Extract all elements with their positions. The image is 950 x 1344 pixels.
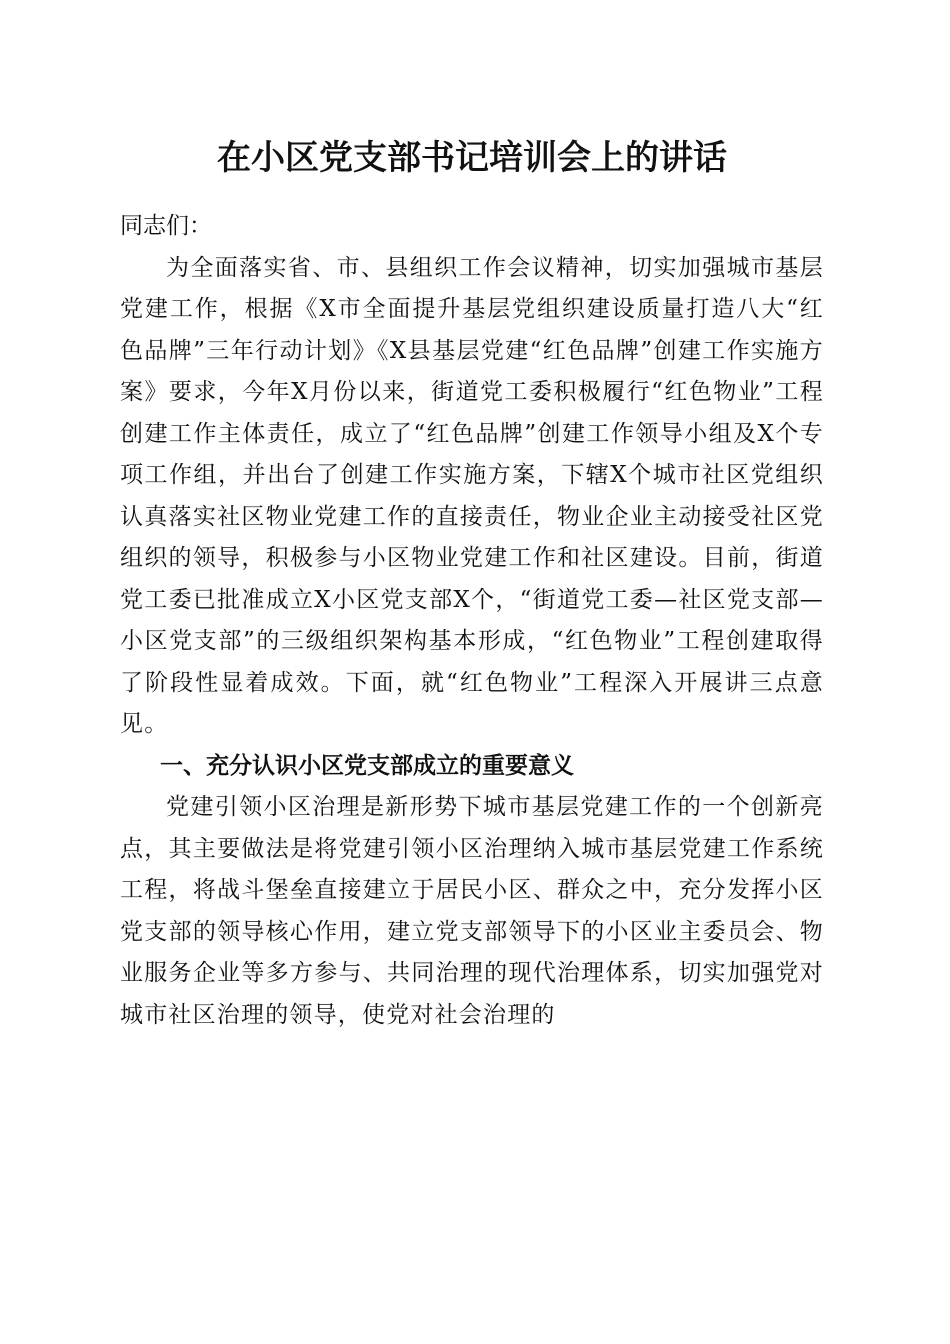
paragraph-intro: 为全面落实省、市、县组织工作会议精神，切实加强城市基层党建工作，根据《X市全面提升基层党组织建设质量打造八大“红色品牌”三年行动计划》《X县基层党建“红色品牌”创建工作实施方案》要求，今年X月份以来，街道党工委积极履行“红色物业”工程创建工作主体责任，成立了“红色品牌”创建工作领导小组及X个专项工作组，并出台了创建工作实施方案，下辖X个城市社区党组织认真落实社区物业党建工作的直接责任，物业企业主动接受社区党组织的领导，积极参与小区物业党建工作和社区建设。目前，街道党工委已批准成立X小区党支部X个，“街道党工委—社区党支部—小区党支部”的三级组织架构基本形成，“红色物业”工程创建取得了阶段性显着成效。下面，就“红色物业”工程深入开展讲三点意见。 bbox=[120, 254, 824, 737]
document-page bbox=[120, 128, 824, 1036]
paragraph-section-1: 党建引领小区治理是新形势下城市基层党建工作的一个创新亮点，其主要做法是将党建引领小区治理纳入城市基层党建工作系统工程，将战斗堡垒直接建立于居民小区、群众之中，充分发挥小区党支部的领导核心作用，建立党支部领导下的小区业主委员会、物业服务企业等多方参与、共同治理的现代治理体系，切实加强党对城市社区治理的领导，使党对社会治理的 bbox=[120, 794, 824, 1028]
section-heading-1: 一、充分认识小区党支部成立的重要意义 bbox=[160, 752, 574, 779]
salutation: 同志们： bbox=[120, 213, 212, 239]
document-title: 在小区党支部书记培训会上的讲话 bbox=[217, 138, 727, 178]
